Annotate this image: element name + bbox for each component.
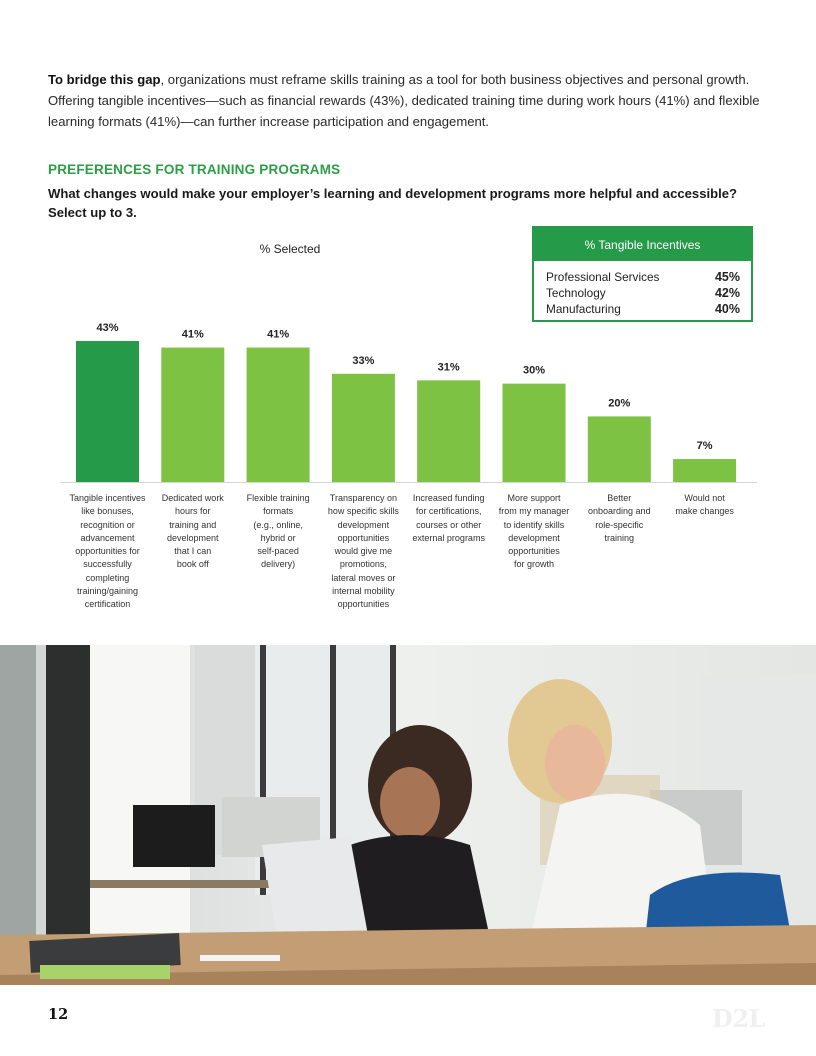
chart-title: % Selected (259, 242, 321, 256)
page-number: 12 (48, 1006, 69, 1023)
bar-5 (503, 384, 566, 482)
incentive-value: 45% (714, 270, 740, 284)
bar-value-label-0: 43% (96, 322, 119, 334)
section-title: PREFERENCES FOR TRAINING PROGRAMS (48, 162, 341, 177)
category-label-0: Tangible incentives like bonuses, recognition or advancement opportunities for successfully completing training/gaining certification (69, 493, 146, 610)
incentive-value: 40% (714, 302, 740, 316)
office-photo-illustration (0, 645, 816, 985)
bar-0 (76, 341, 139, 482)
bar-value-label-3: 33% (352, 354, 375, 367)
category-label-4: Increased funding for certifications, courses or other external programs (412, 493, 485, 543)
intro-text: , organizations must reframe skills training as a tool for both business objectives and personal growth. Offering tangible incentives—such as financial rewards (43%), dedicated training time during work hours (41%) and flexible learning formats (41%)—can further increase participation and engagement. (48, 72, 760, 129)
bar-value-label-6: 20% (608, 397, 631, 410)
incentive-row (546, 285, 740, 301)
bar-2 (247, 348, 310, 482)
bar-value-label-7: 7% (696, 440, 713, 453)
incentive-label: Manufacturing (546, 302, 621, 316)
incentive-row (546, 301, 740, 317)
survey-question: What changes would make your employer’s learning and development programs more helpful and accessible? Select up to 3. (48, 186, 738, 220)
bar-6 (588, 416, 651, 482)
bar-7 (673, 459, 736, 482)
category-label-5: More support from my manager to identify skills development opportunities for growth (498, 493, 570, 570)
incentive-row (546, 269, 740, 285)
bar-value-label-1: 41% (181, 328, 204, 341)
bar-value-label-5: 30% (522, 364, 546, 377)
category-label-3: Transparency on how specific skills development opportunities would give me promotions, lateral moves or internal mobility opportunities (327, 493, 399, 610)
category-label-6: Better onboarding and role-specific training (588, 493, 651, 543)
bar-4 (417, 380, 480, 482)
incentive-label: Professional Services (546, 270, 660, 284)
intro-bold-lead: To bridge this gap (48, 72, 161, 87)
incentive-label: Technology (546, 286, 606, 300)
tangible-incentives-box (532, 226, 753, 322)
bar-3 (332, 374, 395, 482)
category-label-1: Dedicated work hours for training and development that I can book off (161, 493, 224, 570)
category-label-2: Flexible training formats (e.g., online, hybrid or self-paced delivery) (246, 493, 310, 570)
bar-1 (161, 348, 224, 482)
tangible-incentives-title: % Tangible Incentives (534, 228, 751, 261)
bar-value-label-2: 41% (267, 328, 290, 341)
d2l-logo: D2L (712, 1004, 765, 1033)
category-label-7: Would not make changes (675, 493, 734, 517)
incentive-value: 42% (714, 286, 740, 300)
office-photo (0, 645, 816, 985)
bar-value-label-4: 31% (437, 361, 460, 374)
